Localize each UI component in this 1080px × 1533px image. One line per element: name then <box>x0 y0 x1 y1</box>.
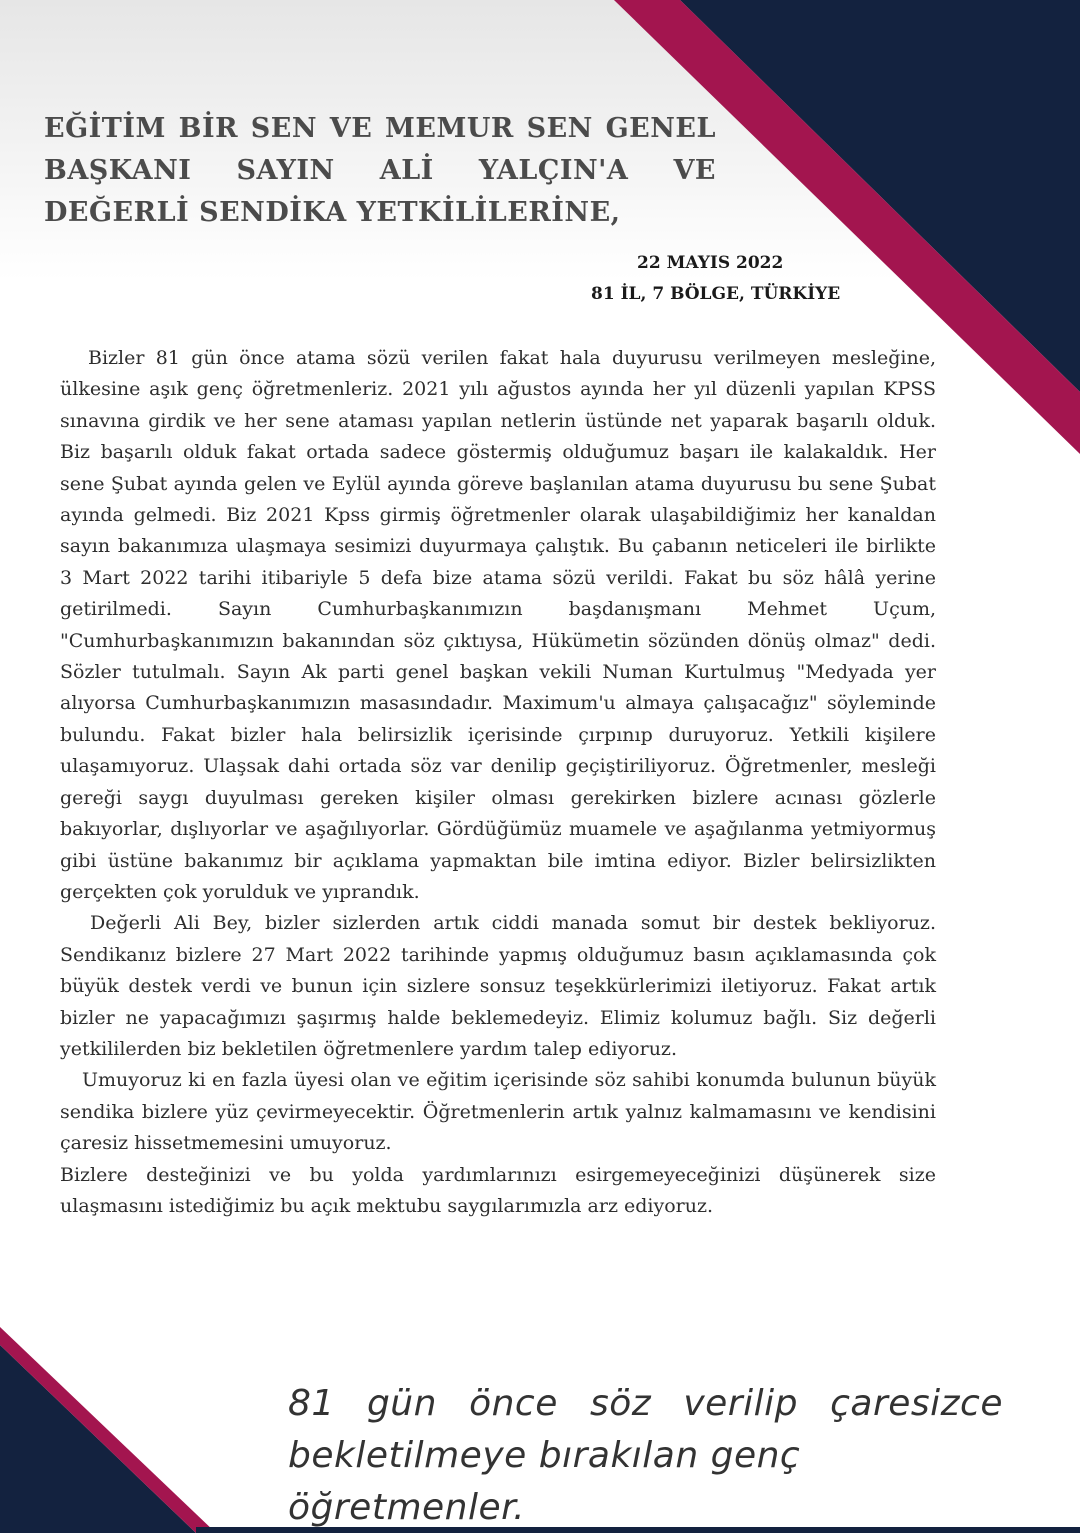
letter-location: 81 İL, 7 BÖLGE, TÜRKİYE <box>591 284 841 304</box>
date-block <box>560 248 850 310</box>
letter-date: 22 MAYIS 2022 <box>637 253 784 273</box>
letter-body <box>60 343 936 1222</box>
paragraph-1: Bizler 81 gün önce atama sözü verilen fakat hala duyurusu verilmeyen mesleğine, ülkesine aşık genç öğretmenleriz. 2021 yılı ağustos ayında her yıl düzenli yapılan KPSS sınavına girdik ve her sene ataması yapılan netlerin üstünde net yaparak başarılı olduk. Biz başarılı olduk fakat ortada sadece göstermiş olduğumuz başarı ile kalakaldık. Her sene Şubat ayında gelen ve Eylül ayında göreve başlanılan atama duyurusu bu sene Şubat ayında gelmedi. Biz 2021 Kpss girmiş öğretmenler olarak ulaşabildiğimiz her kanaldan sayın bakanımıza ulaşmaya sesimizi duyurmaya çalıştık. Bu çabanın neticeleri ile birlikte 3 Mart 2022 tarihi itibariyle 5 defa bize atama sözü verildi. Fakat bu söz hâlâ yerine getirilmedi. Sayın Cumhurbaşkanımızın başdanışmanı Mehmet Uçum, "Cumhurbaşkanımızın bakanından söz çıktıysa, Hükümetin sözünden dönüş olmaz" dedi. Sözler tutulmalı. Sayın Ak parti genel başkan vekili Numan Kurtulmuş "Medyada yer alıyorsa Cumhurbaşkanımızın masasındadır. Maximum'u almaya çalışacağız" söyleminde bulundu. Fakat bizler hala belirsizlik içerisinde çırpınıp duruyoruz. Yetkili kişilere ulaşamıyoruz. Ulaşsak dahi ortada söz var denilip geçiştiriliyoruz. Öğretmenler, mesleği gereği saygı duyulması gereken kişiler olması gerekirken bizlere acınası gözlerle bakıyorlar, dışlıyorlar ve aşağılıyorlar. Gördüğümüz muamele ve aşağılanma yetmiyormuş gibi üstüne bakanımız bir açıklama yapmaktan bile imtina ediyor. Bizler belirsizlikten gerçekten çok yorulduk ve yıprandık. <box>60 347 936 903</box>
paragraph-2: Değerli Ali Bey, bizler sizlerden artık ciddi manada somut bir destek bekliyoruz. Sendikanız bizlere 27 Mart 2022 tarihinde yapmış olduğumuz basın açıklamasında çok büyük destek verdi ve bunun için sizlere sonsuz teşekkürlerimizi iletiyoruz. Fakat artık bizler ne yapacağımızı şaşırmış halde beklemedeyiz. Elimiz kolumuz bağlı. Siz değerli yetkililerden biz bekletilen öğretmenlere yardım talep ediyoruz. <box>60 912 936 1060</box>
paragraph-3: Umuyoruz ki en fazla üyesi olan ve eğitim içerisinde söz sahibi konumda bulunun büyük sendika bizlere yüz çevirmeyecektir. Öğretmenlerin artık yalnız kalmamasını ve kendisini çaresiz hissetmemesini umuyoruz. <box>60 1069 936 1155</box>
paragraph-4: Bizlere desteğinizi ve bu yolda yardımlarınızı esirgemeyeceğinizi düşünerek size ulaşmasını istediğimiz bu açık mektubu saygılarımızla arz ediyoruz. <box>60 1163 936 1217</box>
letter-title: EĞİTİM BİR SEN VE MEMUR SEN GENEL BAŞKANI SAYIN ALİ YALÇIN'A VE DEĞERLİ SENDİKA YETKİLİLERİNE, <box>44 113 716 228</box>
handwritten-signature <box>288 1378 1008 1533</box>
signature-line-1: 81 gün önce söz verilip çaresizce <box>288 1383 1003 1424</box>
signature-line-2: bekletilmeye bırakılan genç öğretmenler. <box>288 1435 801 1528</box>
